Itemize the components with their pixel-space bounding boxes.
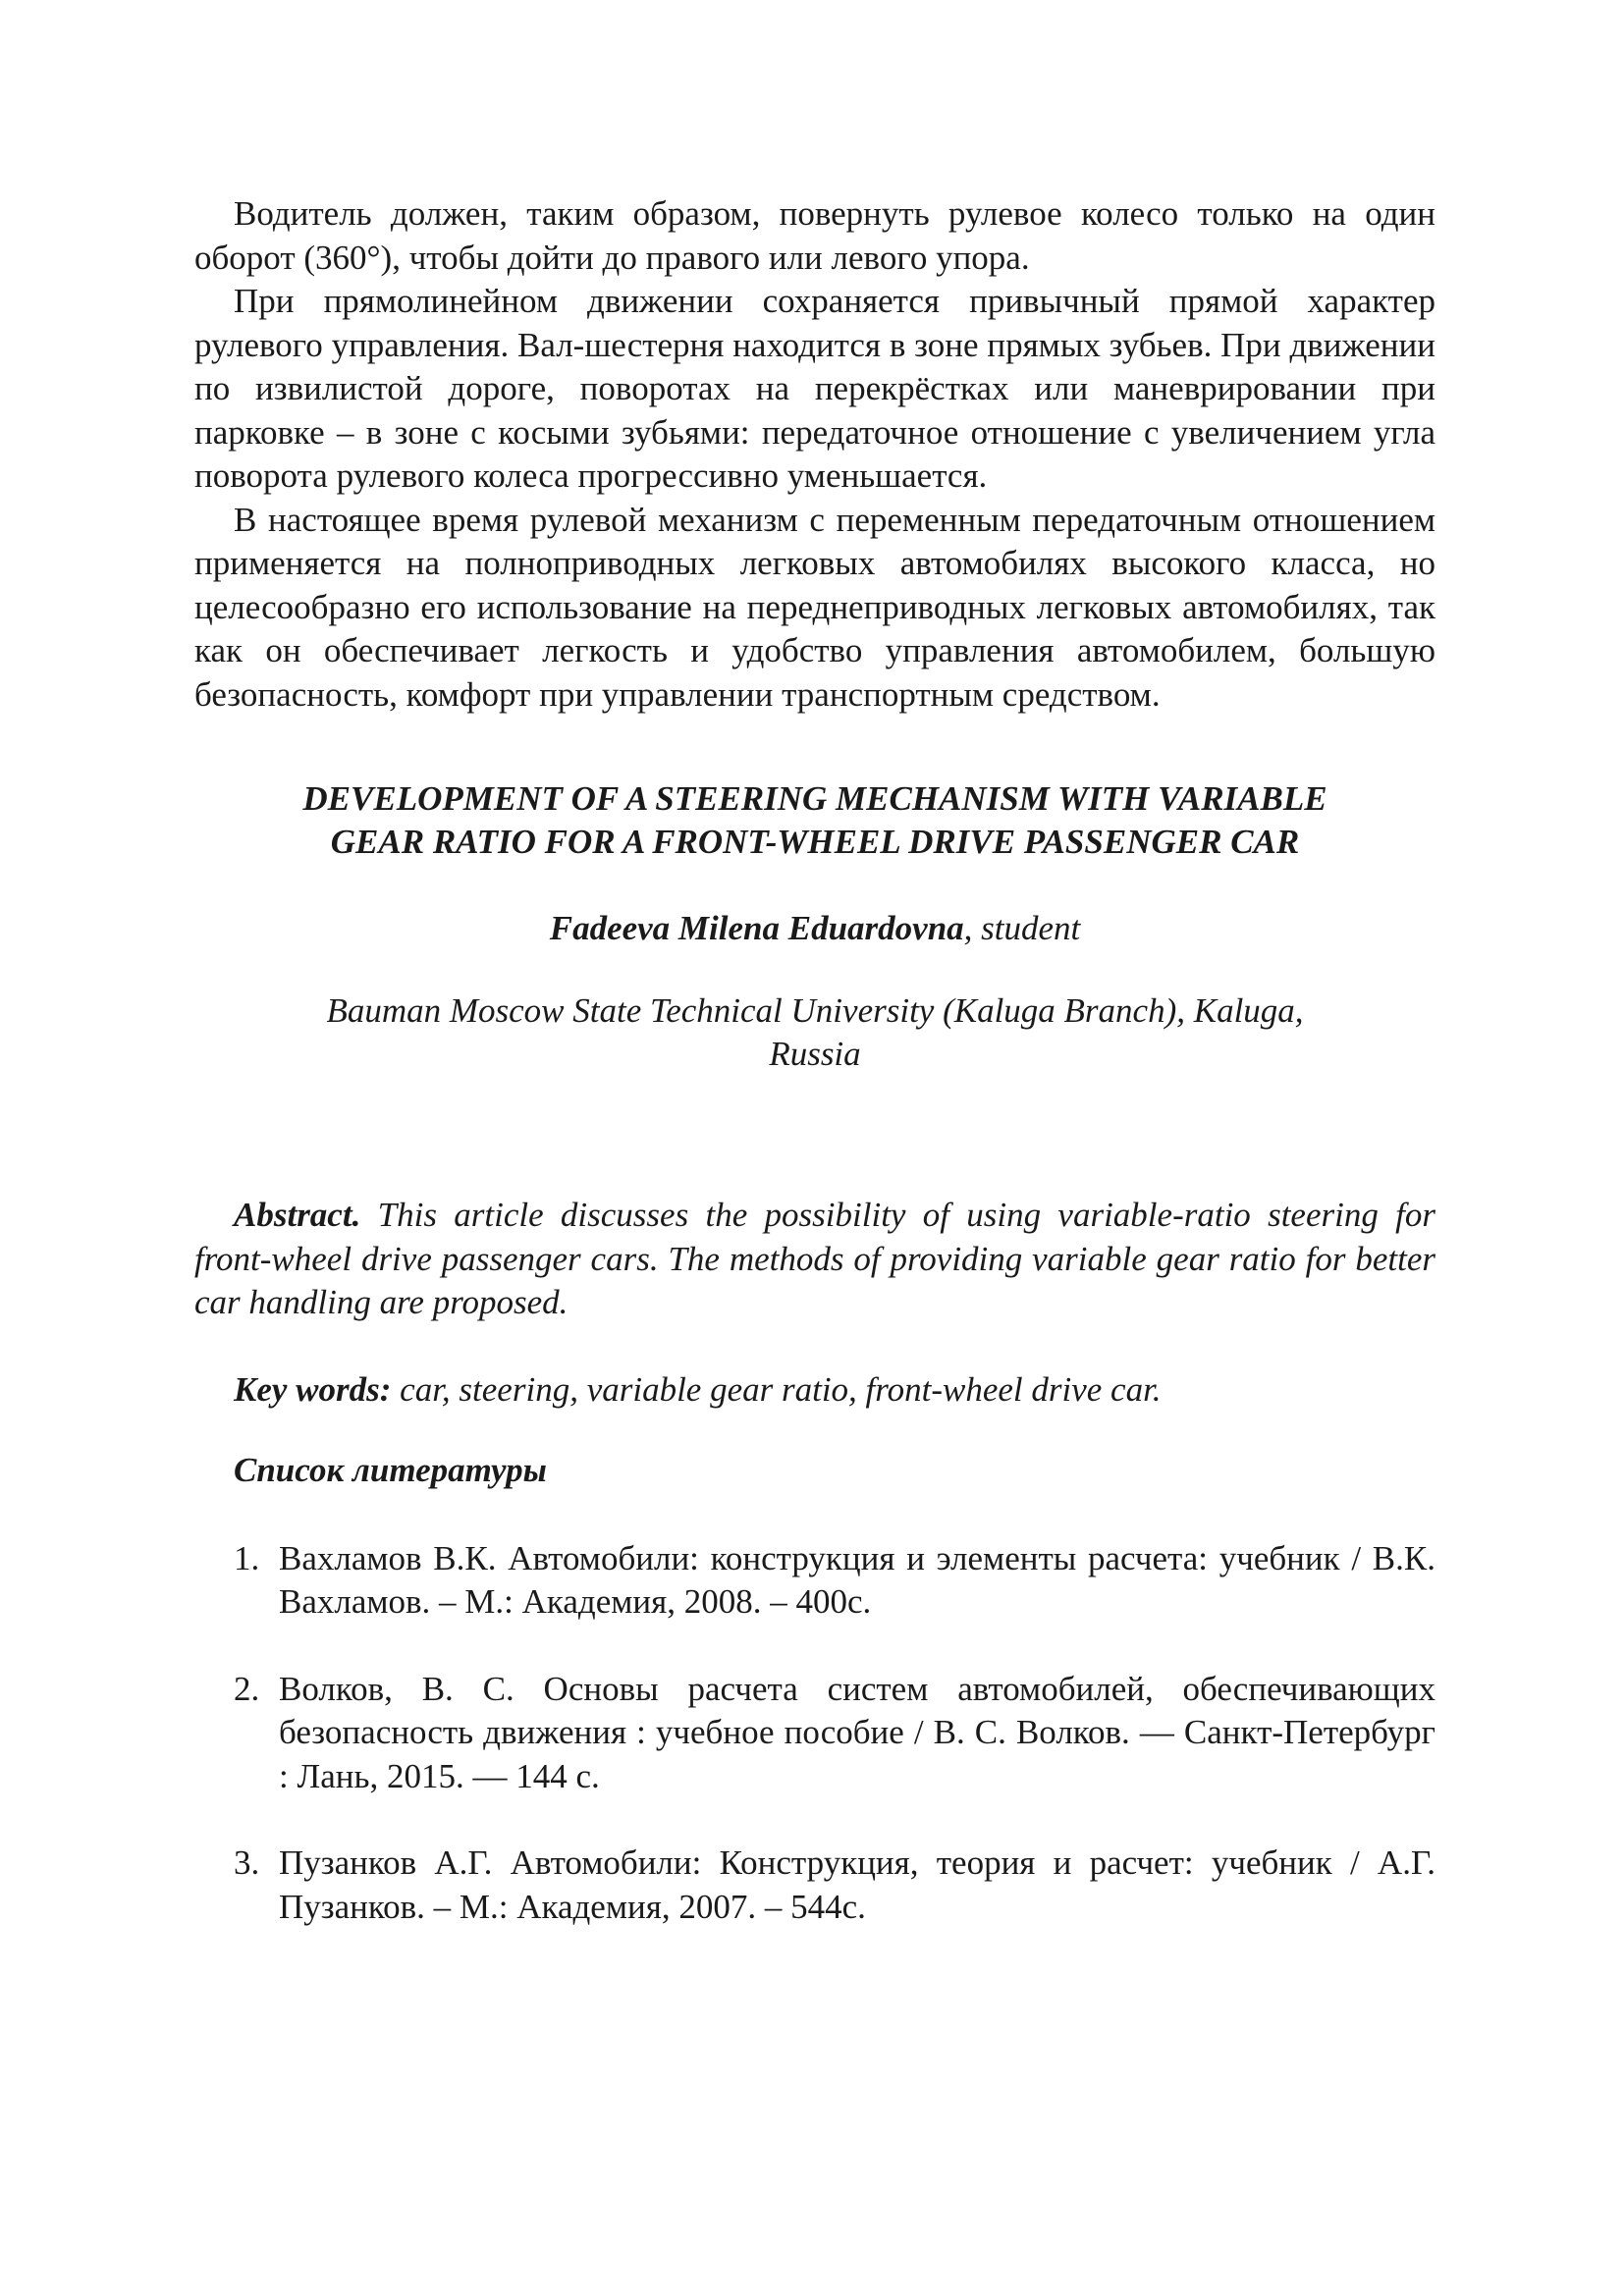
author-name: Fadeeva Milena Eduardovna bbox=[549, 909, 964, 947]
body-paragraph-3: В настоящее время рулевой механизм с переменным передаточным отношением применяется на полноприводных легковых автомобилях высокого класса, но целесообразно его использование на переднеприводных легковых автомобилях, так как он обеспечивает легкость и удобство управления автомобилем, большую безопасность, комфорт при управлении транспортным средством. bbox=[194, 500, 1435, 714]
reference-text: Волков, В. С. Основы расчета систем автомобилей, обеспечивающих безопасность движения : учебное пособие / В. С. Волков. — Санкт-Петербург : Лань, 2015. — 144 с. bbox=[279, 1669, 1435, 1795]
reference-item bbox=[234, 1842, 1435, 1929]
body-paragraph-2: При прямолинейном движении сохраняется привычный прямой характер рулевого управления. Вал-шестерня находится в зоне прямых зубьев. При движении по извилистой дороге, поворотах на перекрёстках или маневрировании при парковке – в зоне с косыми зубьями: передаточное отношение с увеличением угла поворота рулевого колеса прогрессивно уменьшается. bbox=[194, 282, 1435, 495]
abstract bbox=[194, 1194, 1435, 1325]
keywords bbox=[194, 1368, 1435, 1412]
affiliation bbox=[194, 989, 1435, 1076]
abstract-text: This article discusses the possibility of using variable-ratio steering for front-wheel drive passenger cars. The methods of providing variable gear ratio for better car handling are proposed. bbox=[194, 1196, 1435, 1321]
english-title-line-1: DEVELOPMENT OF A STEERING MECHANISM WITH VARIABLE bbox=[302, 779, 1327, 818]
author-role: , student bbox=[963, 909, 1081, 947]
reference-text: Вахламов В.К. Автомобили: конструкция и элементы расчета: учебник / В.К. Вахламов. – М.: Академия, 2008. – 400с. bbox=[279, 1538, 1435, 1621]
english-title-line-2: GEAR RATIO FOR A FRONT-WHEEL DRIVE PASSENGER CAR bbox=[330, 823, 1300, 861]
document-page bbox=[194, 192, 1435, 1972]
references-list bbox=[194, 1537, 1435, 1930]
reference-item bbox=[234, 1537, 1435, 1625]
reference-text: Пузанков А.Г. Автомобили: Конструкция, теория и расчет: учебник / А.Г. Пузанков. – М.: Академия, 2007. – 544с. bbox=[279, 1843, 1435, 1926]
reference-number: 3. bbox=[234, 1843, 260, 1882]
author-line bbox=[194, 907, 1435, 950]
reference-number: 1. bbox=[234, 1538, 260, 1577]
english-title bbox=[194, 777, 1435, 864]
affiliation-line-1: Bauman Moscow State Technical University (Kaluga Branch), Kaluga, bbox=[326, 991, 1304, 1030]
keywords-text: car, steering, variable gear ratio, front-wheel drive car. bbox=[391, 1369, 1162, 1409]
references-title: Список литературы bbox=[234, 1450, 547, 1489]
reference-item bbox=[234, 1668, 1435, 1799]
abstract-label: Abstract. bbox=[234, 1196, 361, 1234]
affiliation-line-2: Russia bbox=[769, 1035, 861, 1073]
keywords-label: Key words: bbox=[234, 1369, 392, 1409]
reference-number: 2. bbox=[234, 1669, 260, 1708]
body-paragraph-1: Водитель должен, таким образом, повернуть рулевое колесо только на один оборот (360°), чтобы дойти до правого или левого упора. bbox=[194, 194, 1435, 277]
